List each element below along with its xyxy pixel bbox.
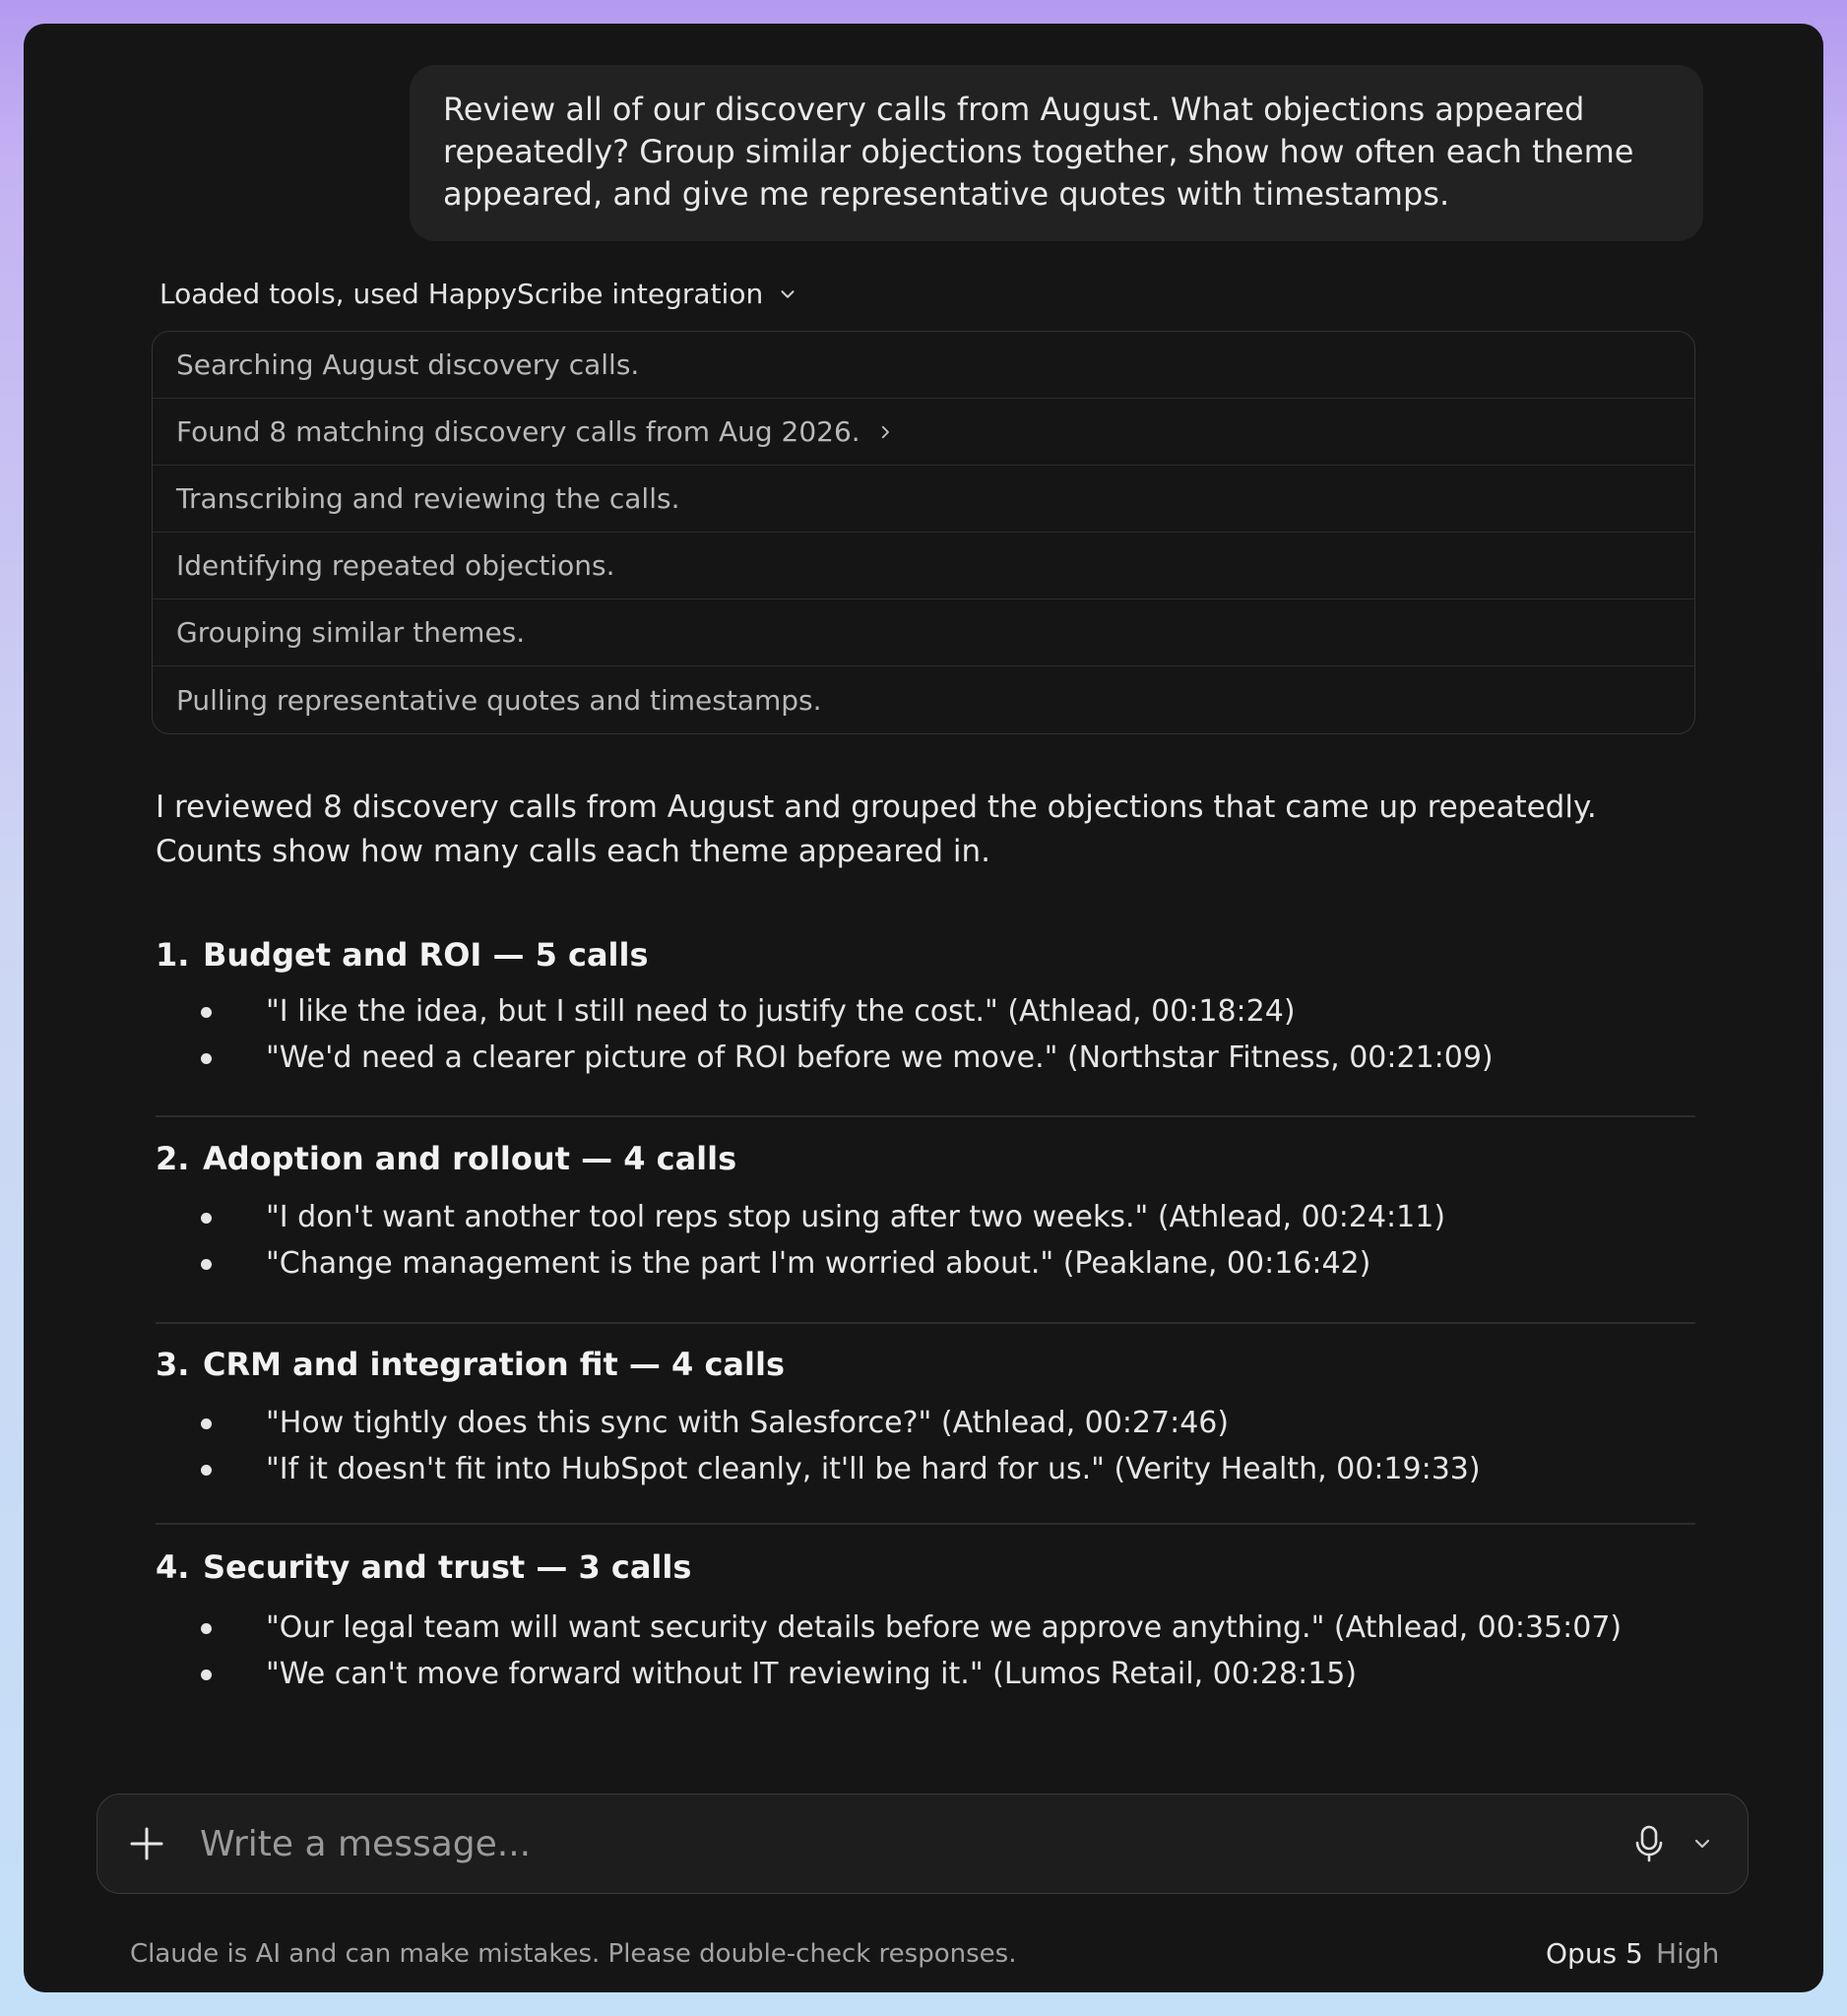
tool-step-expandable[interactable] [153, 399, 1694, 466]
chevron-down-icon [777, 284, 798, 305]
response-intro: I reviewed 8 discovery calls from August and grouped the objections that came up repeatedly. Counts show how many calls each theme appeared in. [156, 789, 1597, 869]
quote-item: "I don't want another tool reps stop using after two weeks." (Athlead, 00:24:11) [156, 1194, 1695, 1240]
quote-item: "How tightly does this sync with Salesforce?" (Athlead, 00:27:46) [156, 1400, 1695, 1446]
quote-item: "If it doesn't fit into HubSpot cleanly, it'll be hard for us." (Verity Health, 00:19:33) [156, 1446, 1695, 1492]
theme-number: 4. [156, 1548, 190, 1586]
message-composer [96, 1794, 1749, 1894]
disclaimer-text: Claude is AI and can make mistakes. Please double-check responses. [130, 1939, 1017, 1969]
chevron-down-icon[interactable] [1690, 1832, 1714, 1856]
effort-level[interactable]: High [1656, 1937, 1720, 1970]
user-message-bubble [410, 65, 1703, 241]
microphone-icon[interactable] [1633, 1824, 1665, 1863]
theme-number: 1. [156, 936, 190, 974]
tool-step [153, 533, 1694, 599]
theme-number: 3. [156, 1346, 190, 1383]
quote-item: "Our legal team will want security details before we approve anything." (Athlead, 00:35:07) [156, 1605, 1695, 1651]
section-divider [156, 1322, 1695, 1324]
quote-item: "Change management is the part I'm worried about." (Peaklane, 00:16:42) [156, 1240, 1695, 1287]
theme-title: Security and trust — 3 calls [203, 1548, 692, 1586]
tool-steps-list [152, 331, 1695, 734]
chevron-right-icon [876, 423, 894, 441]
tool-step [153, 466, 1694, 533]
tool-step-label: Grouping similar themes. [176, 616, 526, 649]
tool-step [153, 599, 1694, 666]
section-divider [156, 1115, 1695, 1117]
theme-section [156, 1343, 1695, 1492]
theme-section [156, 1137, 1695, 1287]
theme-title: Adoption and rollout — 4 calls [203, 1140, 737, 1177]
quote-item: "We can't move forward without IT reviewing it." (Lumos Retail, 00:28:15) [156, 1651, 1695, 1697]
theme-section [156, 1545, 1695, 1697]
theme-section [156, 933, 1695, 1081]
quote-item: "We'd need a clearer picture of ROI before we move." (Northstar Fitness, 00:21:09) [156, 1035, 1695, 1081]
tools-disclosure-label: Loaded tools, used HappyScribe integration [159, 278, 764, 310]
tool-step-label: Identifying repeated objections. [176, 549, 615, 582]
tool-step-label: Found 8 matching discovery calls from Aug 2026. [176, 415, 860, 448]
theme-heading [156, 1545, 1695, 1589]
tool-step [153, 666, 1694, 733]
model-selector[interactable]: Opus 5 [1546, 1937, 1643, 1970]
add-attachment-icon[interactable] [127, 1824, 166, 1863]
theme-number: 2. [156, 1140, 190, 1177]
theme-heading [156, 1137, 1695, 1180]
user-message-text: Review all of our discovery calls from August. What objections appeared repeatedly? Group similar objections together, show how often each theme appeared, and give me representative quotes with timestamps. [443, 91, 1634, 213]
theme-heading [156, 1343, 1695, 1386]
quote-item: "I like the idea, but I still need to justify the cost." (Athlead, 00:18:24) [156, 988, 1695, 1035]
tool-step-label: Transcribing and reviewing the calls. [176, 482, 680, 515]
tool-step [153, 332, 1694, 399]
message-input[interactable] [200, 1812, 1578, 1875]
chat-window [24, 24, 1823, 1992]
theme-heading [156, 933, 1695, 976]
theme-title: Budget and ROI — 5 calls [203, 936, 649, 974]
tool-step-label: Pulling representative quotes and timestamps. [176, 683, 822, 717]
tools-disclosure-toggle[interactable] [159, 278, 798, 310]
tool-step-label: Searching August discovery calls. [176, 348, 640, 381]
section-divider [156, 1523, 1695, 1525]
theme-title: CRM and integration fit — 4 calls [203, 1346, 785, 1383]
